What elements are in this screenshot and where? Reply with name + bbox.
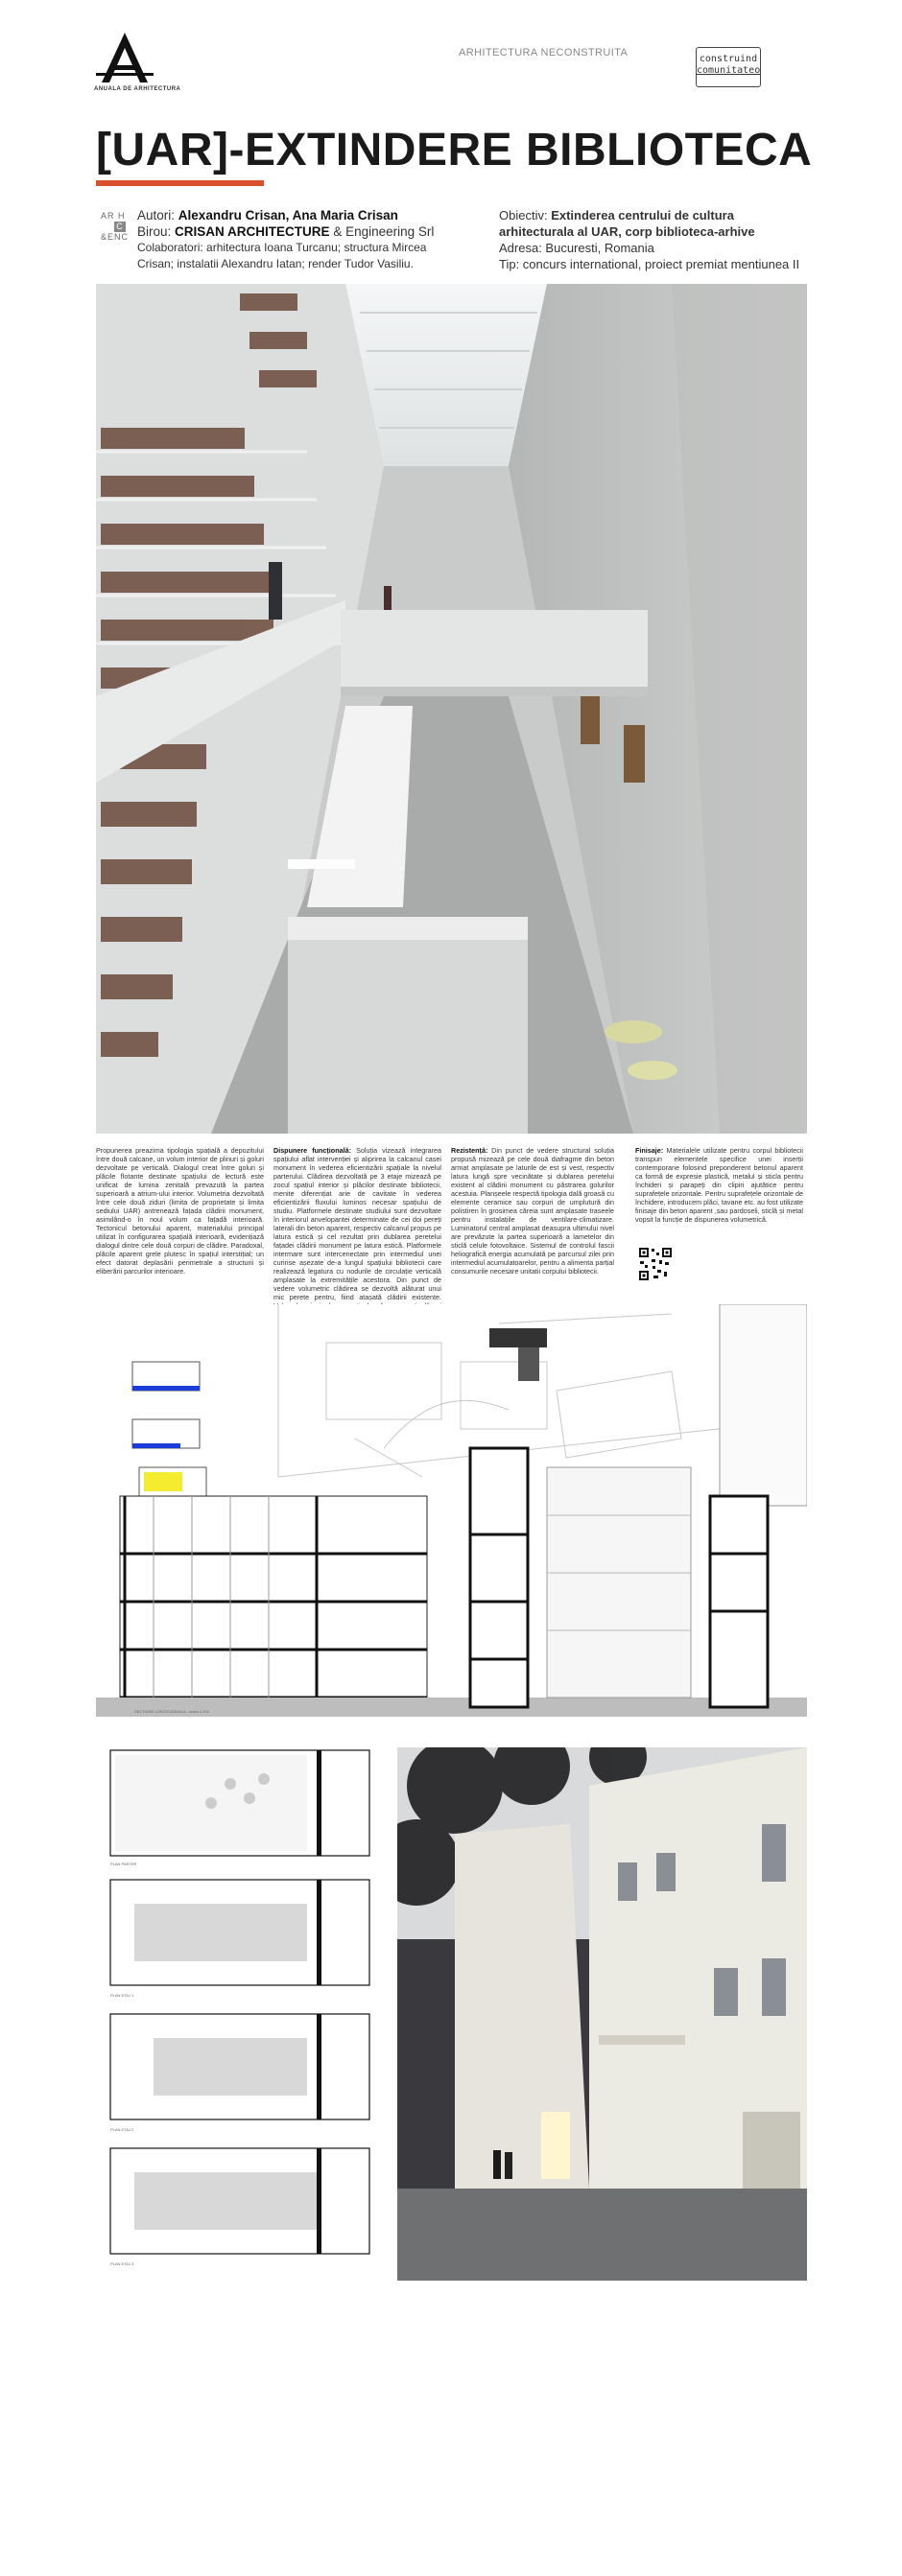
arhenc-l3: &ENC: [101, 232, 130, 242]
concept-text: Propunerea preazima tipologia spațială a depozitului între două calcane, un volum interior de plinuri și goluri dezvoltate pe verticală. Dialogul creat între goluri și plăcile flotante destinate spațiului de lectură este unificat de lumina zenitală prevazută la partea superioară a atrium-ului interior. Volumetria dezvoltată între cele două ziduri (limita de proprietate și limita sediului UAR) antrenează fațada clădirii monument, asimilând-o în noul volum ca fațadă interioară. Tectonicul betonului aparent, materialului principal utilizat în configurarea spațială interioară, evidențiază dialogul dintre cele două corpuri de clădire. Paradoxal, plăcile aparent grele plutesc în spațiul interstițial; un efect datorat deplasării perimetrale a structurii și eliberării parcurilor interioare.: [96, 1146, 264, 1276]
cc-logo-line2: comunitateo: [697, 65, 761, 76]
interior-render: [96, 284, 807, 1134]
plan1-caption: PLAN PARTER: [110, 1862, 137, 1866]
structure-text: [451, 1146, 614, 1276]
arhenc-l1: AR H: [101, 211, 126, 221]
floor-plans-drawing: [96, 1745, 384, 2283]
qr-code-icon[interactable]: [638, 1247, 673, 1281]
section-caption: SECTIUNE LONGITUDINALA - scara 1:100: [134, 1709, 209, 1714]
objective-type: Tip: concurs international, proiect premiat mentiunea II: [499, 257, 800, 271]
finishes-label: Finisaje:: [635, 1146, 664, 1155]
construind-comunitate-logo: [696, 47, 761, 87]
functional-body: Soluția vizează integrarea spațiului aflat intervenției și aliprirea la calcanul casei monument în vederea eficientizării spațiale la nivelul parterului. Clădirea dezvoltată pe 3 etaje mizează pe zocul spațiul interior și plăcilor destinate bibliotecii, menite diferențiat arie de cavitate în vederea eficientizării fluxului luminos necesar spațiului de studiu. Platformele destinate studiului sunt dezvoltate în interiorul anvelopantei determinate de cei doi pereți laterali din beton aparent, respectiv calcanul propus pe latura estică și cel rezultat prin dublarea peretelui fațadei clădirii monument pe latura estică. Platformele intermare sunt intercenectate prin intermediul unei curirise așezate de-a lungul spațiului bibliotecii care realizează legatura cu nodurile de circulație verticală amplasate la extremitățile acestora. Din punct de vedere volumetric clădirea se dezvoltă alăturat unui mic perete pentru, fiind atașată clădirii existente.: [273, 1146, 442, 1301]
section-label: ARHITECTURA NECONSTRUITA: [459, 47, 629, 59]
anuala-logo: [96, 29, 154, 86]
logo-a-icon: [96, 29, 154, 86]
floor-plans: [96, 1745, 384, 2283]
arhenc-logo: [101, 211, 133, 278]
plan2-caption: PLAN ETAJ 1: [110, 1993, 134, 1998]
interior-render-image: [96, 284, 807, 1134]
description-columns: [96, 1146, 807, 1300]
objective-address: Adresa: Bucuresti, Romania: [499, 241, 654, 255]
exterior-render: [397, 1747, 807, 2281]
authors-block: [137, 207, 434, 272]
office-name: CRISAN ARCHITECTURE: [175, 224, 330, 239]
objective-block: [499, 207, 816, 272]
collaborators-line1: Colaboratori: arhitectura Ioana Turcanu; structura Mircea: [137, 241, 427, 254]
cc-logo-line1: construind: [699, 54, 758, 64]
plan3-caption: PLAN ETAJ 2: [110, 2127, 134, 2132]
authors-names: Alexandru Crisan, Ana Maria Crisan: [178, 208, 398, 222]
functional-label: Dispunere funcțională:: [273, 1146, 351, 1155]
office-label: Birou:: [137, 224, 172, 239]
logo-text: ANUALA DE ARHITECTURA: [94, 86, 181, 92]
exterior-render-image: [397, 1747, 807, 2281]
page-title: [UAR]-EXTINDERE BIBLIOTECA: [96, 125, 813, 176]
office-rest: & Engineering Srl: [333, 224, 435, 239]
authors-label: Autori:: [137, 208, 176, 222]
objective-label: Obiectiv:: [499, 208, 548, 222]
finishes-text: [635, 1146, 803, 1224]
drawings-panel: [96, 1304, 807, 1717]
structure-label: Rezistență:: [451, 1146, 488, 1155]
arhenc-l2: C: [114, 222, 126, 232]
objective-text1: Extinderea centrului de cultura: [551, 208, 734, 222]
finishes-body: Materialele utilizate pentru corpul bibliotecii transpun elementele specifice unei inserții contemporane folosind preponderent betonul aparent ca formă de expresie plastică, metalul și sticla pentru închideri și parapeți din clipiri ajutătice pentru suprafețele orizontale. Pentru suprafețele orizontale de închidere, introducem plăci, tavane etc. au fost utilizate finisaje din beton aparent ,sau pardoseli, sticlă și metal vopsit la funcție de dispunerea volumetrică.: [635, 1146, 803, 1224]
structure-body: Din punct de vedere structural soluția propusă mizează pe cele două diafragme din beton armat amplasate pe laturile de est și vest, respectiv latura lungă spre vecinătate și dublarea peretelui existent al clădirii monument cu păstrarea golurilor acestuia. Planșeele respectă tipologia dală groasă cu elemente ceramice sau corpuri de umplutură din polistiren în grosimea căreia sunt amplasate traseele pentru instalațiile de ventilare-climatizare. Luminatorul central amplasat deasupra ultimului nivel are prevăzute la partea superioară a lametelor din sticlă celule fotovoltaice. Sistemul de controlul fascii heliografică energia acumulată pe parcursul zilei prin intermediul acumulatoarelor, pentru a alimenta parțial consumurile necesare unitatii corpului bibliotecii.: [451, 1146, 614, 1276]
plan4-caption: PLAN ETAJ 3: [110, 2261, 134, 2266]
collaborators-line2: Crisan; instalatii Alexandru Iatan; render Tudor Vasiliu.: [137, 257, 414, 270]
objective-text2: arhitecturala al UAR, corp biblioteca-arhive: [499, 224, 755, 239]
sections-and-site-plan: [96, 1304, 807, 1717]
title-underline: [96, 180, 264, 186]
